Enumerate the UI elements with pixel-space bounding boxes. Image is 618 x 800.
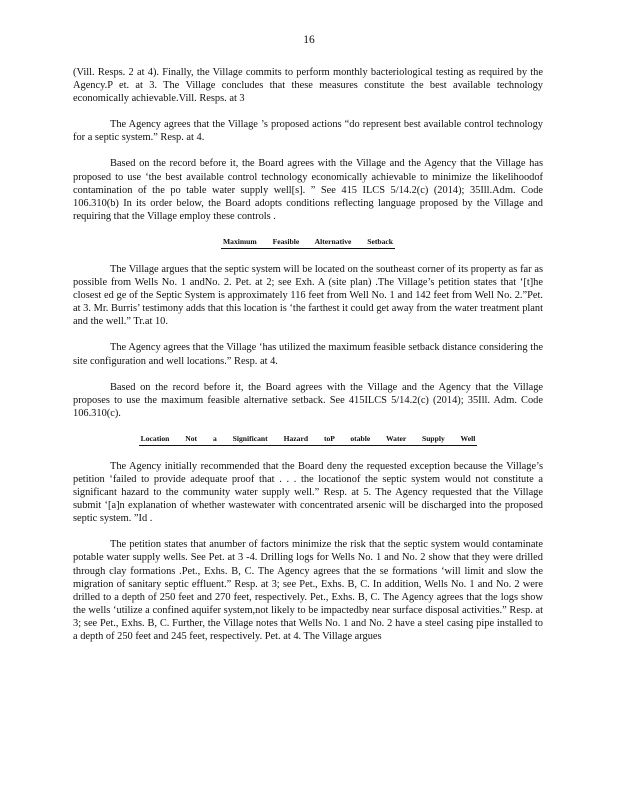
paragraph-board-finding-bact: Based on the record before it, the Board agrees with the Village and the Agency that the Village has proposed to use ‘the best available control technology economically achievable to minimize the likelihoodof contamination of the po table water supply well[s]. ” See 415 ILCS 5/14.2(c) (2014); 35Ill.Adm. Code 106.310(b) In its order below, the Board adopts conditions reflecting language proposed by the Village and requiring that the Village employ these controls . [73,158,543,222]
section-heading-location [73,433,543,446]
paragraph-village-argues-setback: The Village argues that the septic system will be located on the southeast corner of its property as far as possible from Wells No. 1 andNo. 2. Pet. at 2; see Exh. A (site plan) .The Village’s petition states that ‘[t]he closest ed ge of the Septic System is approximately 116 feet from Well No. 1 and 142 feet from Well No. 2.”Pet. at 3. Mr. Burris’ testimony adds that this location is ‘the farthest it could get away from the water treatment plant and the well.” Tr.at 10. [73,263,543,328]
paragraph-board-finding-setback: Based on the record before it, the Board agrees with the Village and the Agency that the Village proposes to use the maximum feasible alternative setback. See 415ILCS 5/14.2(c) (2014); 35Ill. Adm. Code 106.310(c). [73,381,543,419]
section-heading-setback-text: Maximum Feasible Alternative Setback [221,236,395,249]
paragraph-agency-agrees-setback: The Agency agrees that the Village ‘has utilized the maximum feasible setback distance considering the site configuration and well locations.” Resp. at 4. [73,342,543,367]
paragraph-petition-factors: The petition states that anumber of factors minimize the risk that the septic system would contaminate potable water supply wells. See Pet. at 3 -4. Drilling logs for Wells No. 1 and No. 2 show that they were drilled through clay formations .Pet., Exhs. B, C. The Agency agrees that the se formations ‘will limit and slow the migration of sanitary septic effluent.” Resp. at 3; see Pet., Exhs. B, C. In addition, Wells No. 1 and No. 2 were drilled to a depth of 250 feet and 270 feet, respectively. Pet., Exhs. B, C. The Agency agrees that the logs show the wells ‘utilize a confined aquifer system,not likely to be impactedby near surface disposal activities.” Resp. at 3; see Pet., Exhs. B, C. Further, the Village notes that Wells No. 1 and No. 2 have a steel casing pipe installed to a depth of 250 feet and 245 feet, respectively. Pet. at 4. The Village argues [73,539,543,642]
paragraph-agency-agrees-bact: The Agency agrees that the Village ’s proposed actions “do represent best available control technology for a septic system.” Resp. at 4. [73,119,543,144]
document-body [73,66,543,656]
paragraph-village-commitments: (Vill. Resps. 2 at 4). Finally, the Village commits to perform monthly bacteriological testing as required by the Agency.P et. at 3. The Village concludes that these measures constitute the best available technology economically achievable.Vill. Resps. at 3 [73,67,543,105]
section-heading-location-text: Location Not a Significant Hazard toP otable Water Supply Well [139,433,478,446]
section-heading-setback [73,236,543,249]
paragraph-agency-recommendation: The Agency initially recommended that the Board deny the requested exception because the Village’s petition ‘failed to provide adequate proof that . . . the locationof the septic system would not constitute a significant hazard to the community water supply well.” Resp. at 5. The Agency requested that the Village submit ‘[a]n explanation of whether wastewater with concentrated arsenic will be discharged into the proposed septic system. ”Id . [73,460,543,525]
page-number: 16 [303,34,315,46]
